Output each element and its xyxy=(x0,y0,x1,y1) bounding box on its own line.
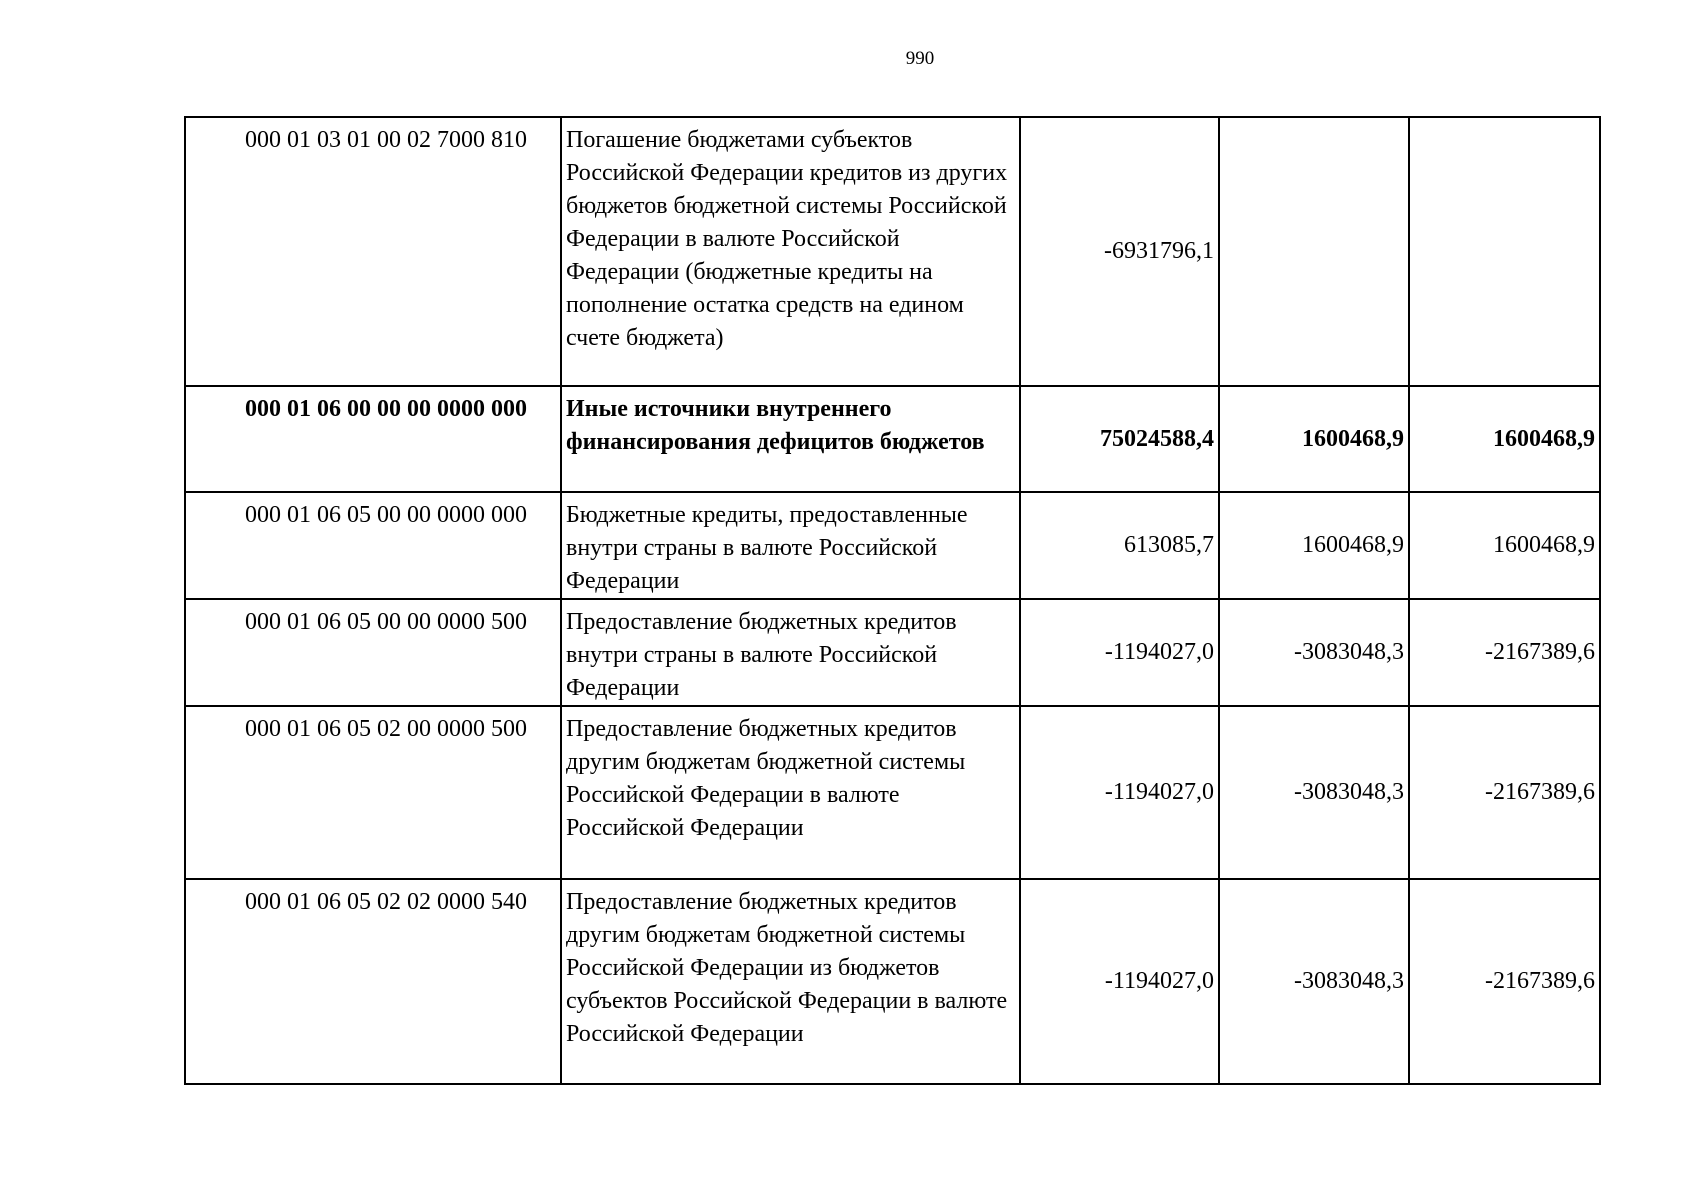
amount-cell-3: -2167389,6 xyxy=(1409,706,1600,879)
amount-cell-2: -3083048,3 xyxy=(1219,879,1409,1084)
table-row xyxy=(185,386,1600,492)
amount-cell-3: 1600468,9 xyxy=(1409,492,1600,599)
source-name-cell: Предоставление бюджетных кредитов внутри страны в валюте Российской Федерации xyxy=(561,599,1020,706)
amount-cell-1: -1194027,0 xyxy=(1020,706,1219,879)
source-name-cell: Предоставление бюджетных кредитов другим бюджетам бюджетной системы Российской Федерации в валюте Российской Федерации xyxy=(561,706,1020,879)
amount-cell-2: -3083048,3 xyxy=(1219,599,1409,706)
source-name-cell: Иные источники внутреннего финансирования дефицитов бюджетов xyxy=(561,386,1020,492)
amount-cell-3: -2167389,6 xyxy=(1409,599,1600,706)
amount-cell-1: 613085,7 xyxy=(1020,492,1219,599)
budget-sources-table xyxy=(184,116,1601,1085)
budget-code-cell: 000 01 06 00 00 00 0000 000 xyxy=(185,386,561,492)
amount-cell-1: 75024588,4 xyxy=(1020,386,1219,492)
table-row xyxy=(185,879,1600,1084)
amount-cell-1: -1194027,0 xyxy=(1020,879,1219,1084)
source-name-cell: Предоставление бюджетных кредитов другим бюджетам бюджетной системы Российской Федерации из бюджетов субъектов Российской Федерации в валюте Российской Федерации xyxy=(561,879,1020,1084)
page-number: 990 xyxy=(905,48,935,69)
budget-code-cell: 000 01 06 05 02 00 0000 500 xyxy=(185,706,561,879)
table-row xyxy=(185,706,1600,879)
budget-code-cell: 000 01 06 05 02 02 0000 540 xyxy=(185,879,561,1084)
budget-code-cell: 000 01 06 05 00 00 0000 000 xyxy=(185,492,561,599)
source-name-cell: Бюджетные кредиты, предоставленные внутри страны в валюте Российской Федерации xyxy=(561,492,1020,599)
table-row xyxy=(185,599,1600,706)
amount-cell-1: -6931796,1 xyxy=(1020,117,1219,386)
budget-code-cell: 000 01 06 05 00 00 0000 500 xyxy=(185,599,561,706)
amount-cell-3 xyxy=(1409,117,1600,386)
amount-cell-3: -2167389,6 xyxy=(1409,879,1600,1084)
amount-cell-2: 1600468,9 xyxy=(1219,386,1409,492)
amount-cell-1: -1194027,0 xyxy=(1020,599,1219,706)
table-row xyxy=(185,117,1600,386)
amount-cell-2 xyxy=(1219,117,1409,386)
amount-cell-2: 1600468,9 xyxy=(1219,492,1409,599)
table-row xyxy=(185,492,1600,599)
amount-cell-2: -3083048,3 xyxy=(1219,706,1409,879)
budget-code-cell: 000 01 03 01 00 02 7000 810 xyxy=(185,117,561,386)
amount-cell-3: 1600468,9 xyxy=(1409,386,1600,492)
source-name-cell: Погашение бюджетами субъектов Российской Федерации кредитов из других бюджетов бюджетной системы Российской Федерации в валюте Российской Федерации (бюджетные кредиты на пополнение остатка средств на едином счете бюджета) xyxy=(561,117,1020,386)
